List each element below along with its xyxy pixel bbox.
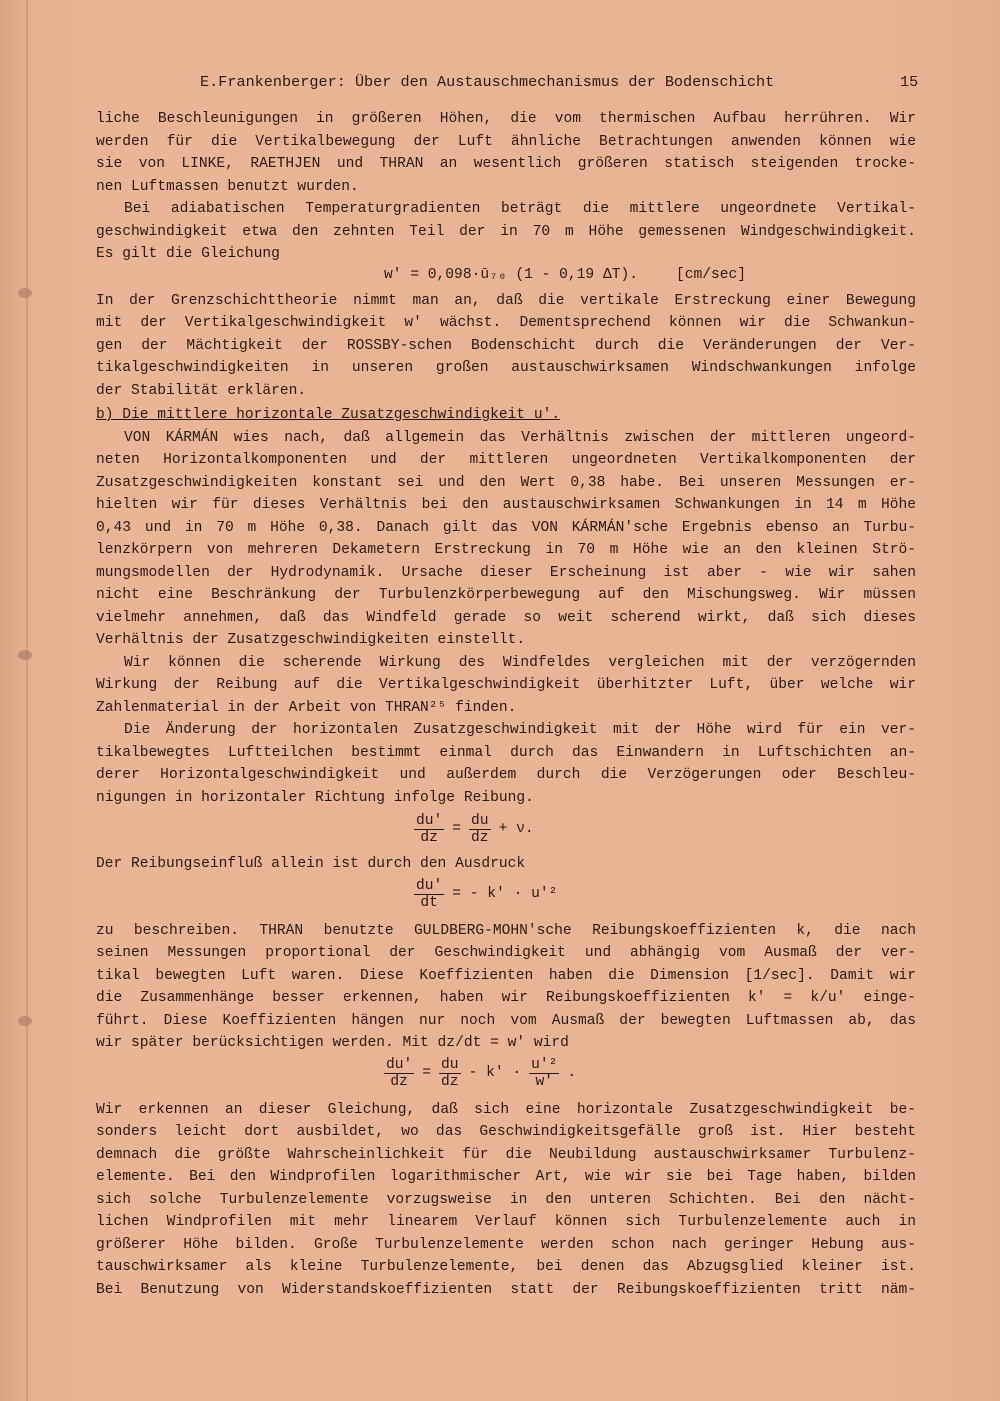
denominator: dt [420, 894, 438, 911]
text-line: tauschwirksamer als kleine Turbulenzelemente, bei denen das Abzugsglied kleiner ist. [96, 1259, 916, 1275]
section-heading-line [96, 404, 916, 427]
text-line: Wir erkennen an dieser Gleichung, daß sich eine horizontale Zusatzgeschwindigkeit be- [96, 1101, 916, 1118]
text-line: In der Grenzschichttheorie nimmt man an, daß die vertikale Erstreckung einer Bewegung [96, 292, 916, 309]
text-line: sie von LINKE, RAETHJEN und THRAN an wesentlich größeren statisch steigenden trocke- [96, 156, 916, 172]
numerator: du' [416, 813, 443, 829]
text-line: Wir können die scherende Wirkung des Windfeldes vergleichen mit der verzögernden [124, 654, 916, 671]
text-line: die Zusammenhänge besser erkennen, haben wir Reibungskoeffizienten k' = k/u' einge- [96, 990, 916, 1006]
text-line: Zusatzgeschwindigkeiten konstant sei und den Wert 0,38 habe. Bei unseren Messungen er- [96, 474, 916, 491]
punch-hole [18, 1016, 32, 1026]
page-number: 15 [900, 73, 919, 91]
denominator: dz [441, 1073, 459, 1090]
equation-tail: + ν. [498, 821, 534, 838]
text-line: werden für die Vertikalbewegung der Luft ähnliche Betrachtungen anwenden können wie [96, 133, 916, 150]
denominator: dz [420, 830, 438, 846]
text-line: Zahlenmaterial in der Arbeit von THRAN²⁵ finden. [96, 699, 517, 716]
section-heading: b) Die mittlere horizontale Zusatzgeschwindigkeit u'. [96, 407, 561, 423]
text-line: derer Horizontalgeschwindigkeit und außerdem durch die Verzögerungen oder Beschleu- [96, 767, 916, 783]
fraction [384, 1057, 414, 1090]
text-line: gen der Mächtigkeit der ROSSBY-schen Bodenschicht durch die Veränderungen der Ver- [96, 337, 916, 354]
fraction [439, 1057, 461, 1090]
denominator: w' [535, 1073, 553, 1090]
text-line: nigungen in horizontaler Richtung infolge Reibung. [96, 789, 534, 806]
text-line: Bei adiabatischen Temperaturgradienten beträgt die mittlere ungeordnete Vertikal- [124, 201, 916, 217]
text-line: VON KÁRMÁN wies nach, daß allgemein das Verhältnis zwischen der mittleren ungeord- [124, 429, 916, 446]
equation-tail: = - k' · u'² [452, 885, 558, 902]
text-line: Wirkung der Reibung auf die Vertikalgeschwindigkeit überhitzter Luft, über welche wir [96, 677, 916, 693]
text-line: elemente. Bei den Windprofilen logarithmischer Art, wie wir sie bei Tage haben, bilden [96, 1169, 916, 1185]
punch-hole [18, 288, 32, 298]
equals-sign: = [422, 1064, 432, 1081]
numerator: du [441, 1056, 459, 1073]
text-line: tikalgeschwindigkeiten in unseren großen austauschwirksamen Windschwankungen infolge [96, 360, 916, 376]
text-line: wir später berücksichtigen werden. Mit dz/dt = w' wird [96, 1035, 569, 1051]
text-line: mit der Vertikalgeschwindigkeit w' wächst. Dementsprechend können wir die Schwankun- [96, 315, 916, 331]
text-line: lenzkörpern von mehreren Dekametern Erstreckung in 70 m Höhe wie an den kleinen Strö- [96, 542, 916, 558]
page-fold [26, 0, 28, 1401]
text-line: sonders leicht dort ausbildet, wo das Geschwindigkeitsgefälle groß ist. Hier besteht [96, 1124, 916, 1140]
header-title: E.Frankenberger: Über den Austauschmechanismus der Bodenschicht [200, 73, 775, 91]
equation-1-formula: w' = 0,098·ū₇₀ (1 - 0,19 ΔT). [384, 266, 638, 283]
text-line: liche Beschleunigungen in größeren Höhen, die vom thermischen Aufbau herrühren. Wir [96, 111, 916, 127]
denominator: dz [471, 830, 489, 846]
text-line: tikal bewegten Luft waren. Diese Koeffizienten haben die Dimension [1/sec]. Damit wir [96, 967, 916, 984]
numerator: du' [416, 877, 443, 894]
punch-hole [18, 650, 32, 660]
equation-3 [96, 876, 916, 920]
text-line: demnach die größte Wahrscheinlichkeit für die Neubildung austauschwirksamer Turbulenz- [96, 1146, 916, 1163]
text-line: nicht eine Beschränkung der Turbulenzkörperbewegung auf den Mischungsweg. Wir müssen [96, 587, 916, 603]
equation-1-unit: [cm/sec] [676, 266, 747, 283]
text-line: Bei Benutzung von Widerstandskoeffizienten statt der Reibungskoeffizienten tritt näm- [96, 1281, 916, 1298]
text-line: größerer Höhe bilden. Große Turbulenzelemente werden schon nach geringer Hebung aus- [96, 1236, 916, 1253]
text-line: neten Horizontalkomponenten und der mittleren ungeordneten Vertikalkomponenten der [96, 452, 916, 468]
text-line: tikalbewegtes Luftteilchen bestimmt einmal durch das Einwandern in Luftschichten an- [96, 744, 916, 761]
fraction [414, 813, 444, 846]
numerator: du' [386, 1056, 413, 1073]
text-line: geschwindigkeit etwa den zehnten Teil der in 70 m Höhe gemessenen Windgeschwindigkeit. [96, 223, 916, 240]
body-text [96, 108, 916, 1301]
text-line: mungsmodellen der Hydrodynamik. Ursache dieser Erscheinung ist aber - wie wir sahen [96, 564, 916, 581]
text-line: seinen Messungen proportional der Geschwindigkeit und abhängig vom Ausmaß der ver- [96, 945, 916, 961]
fraction [414, 878, 444, 911]
text-line: Es gilt die Gleichung [96, 246, 280, 262]
minus-term: - k' · [468, 1064, 522, 1081]
fraction [469, 813, 491, 846]
numerator: du [471, 813, 489, 829]
text-line: der Stabilität erklären. [96, 382, 307, 399]
equation-4 [96, 1055, 916, 1099]
numerator: u'² [531, 1056, 558, 1073]
text-line: Die Änderung der horizontalen Zusatzgeschwindigkeit mit der Höhe wird für ein ver- [124, 722, 916, 738]
text-line: vielmehr annehmen, daß das Windfeld gerade so weit scherend wirkt, daß sich dieses [96, 609, 916, 626]
equals-sign: = [452, 821, 462, 838]
text-line: sich solche Turbulenzelemente vorzugsweise in den unteren Schichten. Bei den nächt- [96, 1191, 916, 1208]
text-line: nen Luftmassen benutzt wurden. [96, 178, 359, 195]
denominator: dz [390, 1073, 408, 1090]
fraction [529, 1057, 559, 1090]
text-line: zu beschreiben. THRAN benutzte GULDBERG-MOHN'sche Reibungskoeffizienten k, die nach [96, 922, 916, 939]
text-line: Der Reibungseinfluß allein ist durch den Ausdruck [96, 856, 526, 872]
equation-end: . [567, 1064, 577, 1081]
text-line: hielten wir für dieses Verhältnis bei den austauschwirksamen Schwankungen in 14 m Höhe [96, 497, 916, 513]
equation-1 [96, 266, 916, 290]
text-line: 0,43 und in 70 m Höhe 0,38. Danach gilt das VON KÁRMÁN'sche Ergebnis ebenso an Turbu- [96, 519, 916, 536]
text-line: lichen Windprofilen mit mehr linearem Verlauf können sich Turbulenzelemente auch in [96, 1214, 916, 1230]
equation-2 [96, 809, 916, 853]
text-line: führt. Diese Koeffizienten hängen nur noch vom Ausmaß der bewegten Luftmassen ab, das [96, 1012, 916, 1029]
text-line: Verhältnis der Zusatzgeschwindigkeiten einstellt. [96, 632, 526, 648]
